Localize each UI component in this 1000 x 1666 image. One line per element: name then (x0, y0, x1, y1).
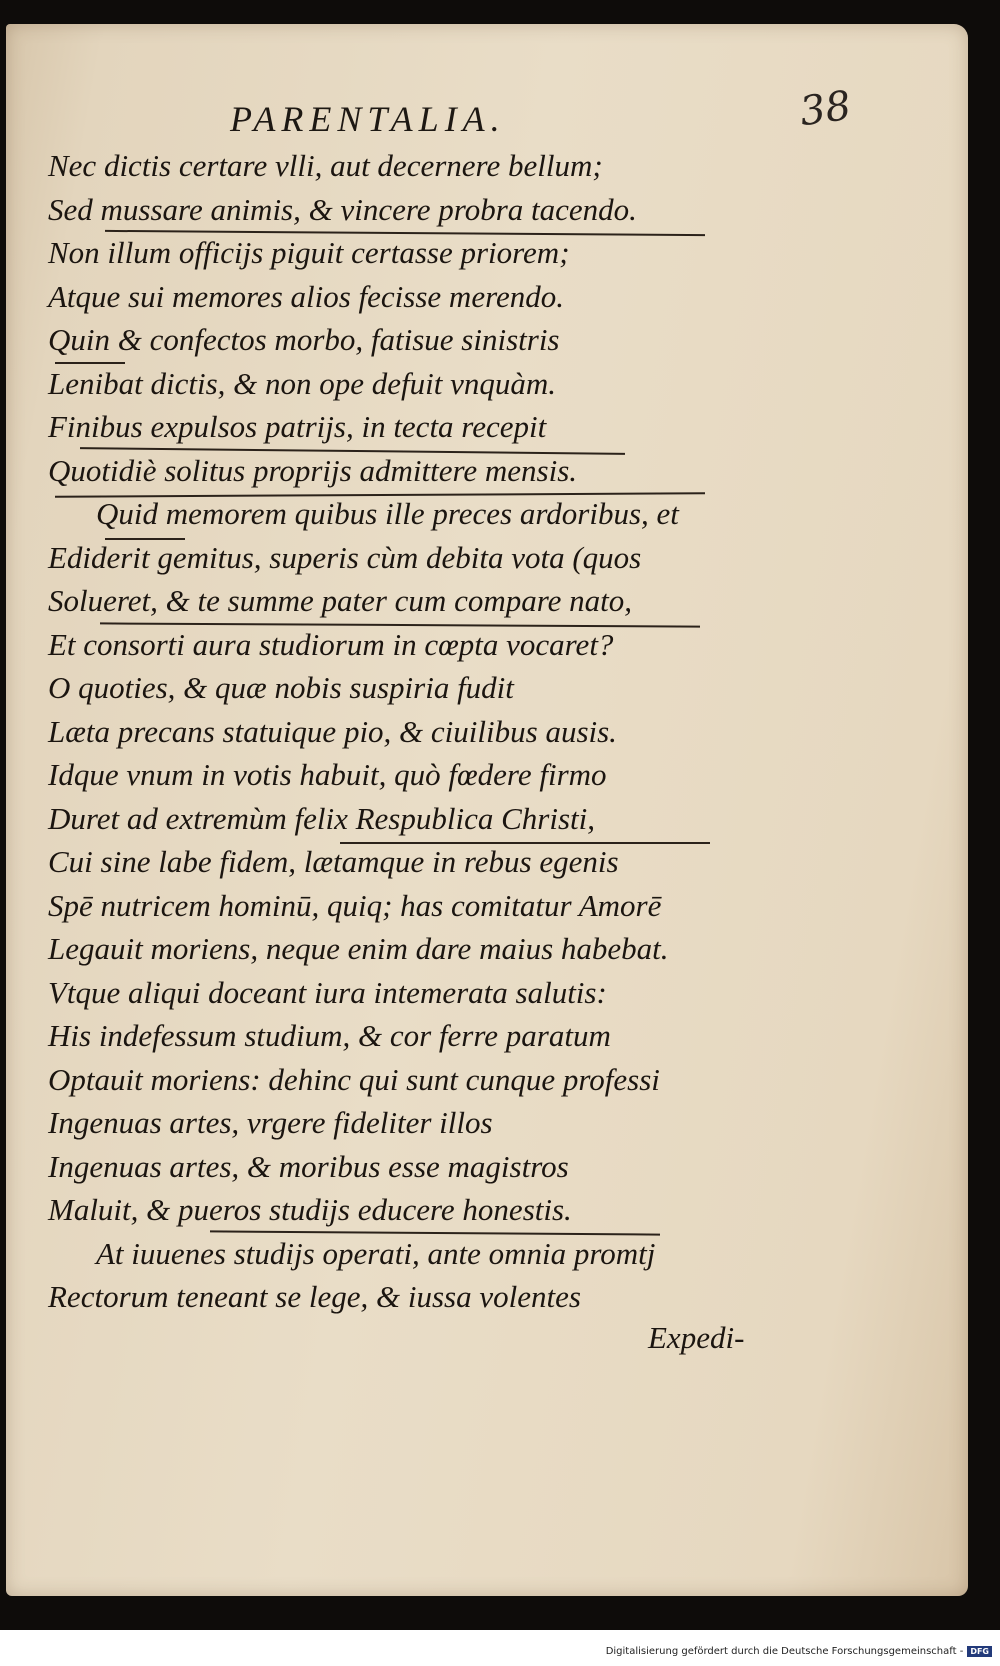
verse-line: At iuuenes studijs operati, ante omnia promtj (96, 1235, 656, 1271)
footer-credit (606, 1646, 992, 1657)
verse-line: Læta precans statuique pio, & ciuilibus ausis. (48, 713, 617, 749)
running-head: PARENTALIA. (230, 99, 506, 139)
verse-line: O quoties, & quæ nobis suspiria fudit (48, 670, 514, 705)
footer-text: Digitalisierung gefördert durch die Deutsche Forschungsgemeinschaft - (605, 1646, 964, 1657)
verse-line: Quotidiè solitus proprijs admittere mensis. (48, 452, 578, 488)
verse-line: Solueret, & te summe pater cum compare nato, (48, 583, 633, 618)
verse-line: Finibus expulsos patrijs, in tecta recepit (48, 409, 547, 444)
handwritten-underline (55, 362, 125, 364)
verse-text-block (48, 144, 788, 1319)
verse-line: Maluit, & pueros studijs educere honestis. (48, 1192, 572, 1227)
verse-line: Optauit moriens: dehinc qui sunt cunque professi (48, 1061, 660, 1097)
catchword: Expedi- (648, 1320, 745, 1355)
verse-line: Spē nutricem hominū, quiq; has comitatur Amorē (48, 887, 662, 923)
verse-line: Legauit moriens, neque enim dare maius habebat. (48, 931, 669, 966)
verse-line: Atque sui memores alios fecisse merendo. (48, 278, 564, 314)
verse-line: Non illum officijs piguit certasse priorem; (48, 235, 570, 270)
verse-line: Lenibat dictis, & non ope defuit vnquàm. (48, 365, 557, 401)
verse-line: Idque vnum in votis habuit, quò fœdere firmo (48, 757, 607, 792)
verse-line: Ingenuas artes, & moribus esse magistros (48, 1148, 569, 1184)
verse-line: Quin & confectos morbo, fatisue sinistris (48, 322, 560, 357)
verse-line: Duret ad extremùm felix Respublica Christi, (48, 800, 595, 836)
folio-number: 38 (797, 82, 854, 136)
verse-line: Ingenuas artes, vrgere fideliter illos (48, 1105, 493, 1140)
verse-line: His indefessum studium, & cor ferre paratum (48, 1018, 611, 1053)
verse-line: Et consorti aura studiorum in cœpta vocaret? (48, 626, 614, 662)
dfg-logo: DFG (967, 1646, 992, 1657)
handwritten-underline (340, 842, 710, 844)
verse-line: Vtque aliqui doceant iura intemerata salutis: (48, 974, 607, 1010)
verse-line: Sed mussare animis, & vincere probra tacendo. (48, 191, 637, 227)
verse-line: Quid memorem quibus ille preces ardoribus, et (96, 496, 679, 531)
verse-line: Rectorum teneant se lege, & iussa volentes (48, 1279, 581, 1314)
handwritten-underline (105, 538, 185, 540)
verse-line: Nec dictis certare vlli, aut decernere bellum; (48, 148, 603, 183)
verse-line: Ediderit gemitus, superis cùm debita vota (quos (48, 539, 642, 575)
verse-line: Cui sine labe fidem, lætamque in rebus egenis (48, 844, 619, 879)
